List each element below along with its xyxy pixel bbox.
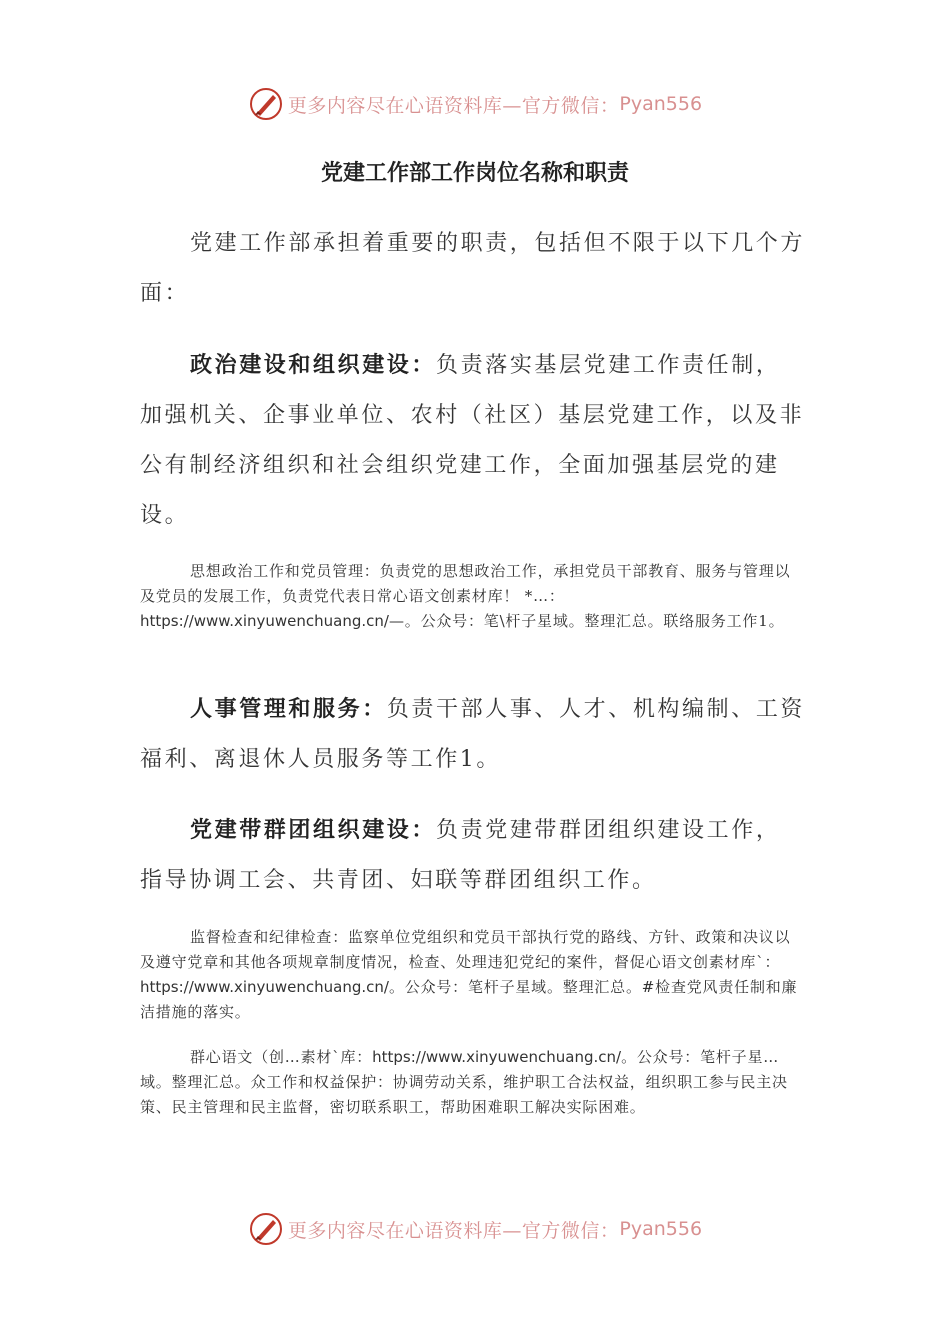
section-heading: 人事管理和服务： [190,696,387,722]
section-text: 思想政治工作和党员管理：负责党的思想政治工作，承担党员干部教育、服务与管理以及党员的发展工作，负责党代表日常心语文创素材库！ *…： [140,562,791,605]
section-text: 群心语文（创…素材`库： [190,1048,373,1066]
section-text: —。公众号：笔\杆子星域。整理汇总。联络服务工作1。 [388,612,785,630]
pen-logo-icon [248,1211,284,1247]
banner-text: 更多内容尽在心语资料库—官方微信： [287,1219,620,1242]
section-text: 。公众号：笔杆子星域。整理汇总。#检查党风责任制和廉洁措施的落实。 [140,978,798,1021]
section-body: 负责党建带群团组织建设工作，指导协调工会、共青团、妇联等群团组织工作。 [140,818,781,893]
url-text: https://www.xinyuwenchuang.cn/ [140,612,389,630]
url-text: https://www.xinyuwenchuang.cn/ [372,1048,622,1066]
section-political [140,340,805,541]
section-heading: 政治建设和组织建设： [190,352,437,378]
section-body: 负责落实基层党建工作责任制，加强机关、企事业单位、农村（社区）基层党建工作，以及非公有制经济组织和社会组织党建工作，全面加强基层党的建设。 [140,353,805,528]
banner-wechat-id: Pyan556 [619,1218,703,1240]
intro-paragraph: 党建工作部承担着重要的职责，包括但不限于以下几个方面： [140,231,806,306]
header-banner [0,84,950,124]
pen-logo-icon [248,86,284,122]
section-body: 负责干部人事、人才、机构编制、工资福利、离退休人员服务等工作1。 [140,697,806,772]
banner-text: 更多内容尽在心语资料库—官方微信： [287,94,620,117]
footer-banner [0,1209,950,1249]
banner-wechat-id: Pyan556 [619,93,703,115]
page-title: 党建工作部工作岗位名称和职责 [320,160,629,186]
section-supervision [140,925,805,1025]
section-workers [140,1045,805,1120]
section-heading: 党建带群团组织建设： [190,817,437,843]
section-personnel [140,684,805,785]
section-mass-org [140,805,805,906]
url-text: https://www.xinyuwenchuang.cn/ [140,978,389,996]
section-text: 。公众号：笔杆子星…域。整理汇总。众工作和权益保护：协调劳动关系，维护职工合法权益，组织职工参与民主决策、民主管理和民主监督，密切联系职工，帮助困难职工解决实际困难。 [140,1048,788,1116]
section-text: 监督检查和纪律检查：监察单位党组织和党员干部执行党的路线、方针、政策和决议以及遵守党章和其他各项规章制度情况，检查、处理违犯党纪的案件，督促心语文创素材库`： [140,928,791,971]
section-ideology [140,559,805,634]
